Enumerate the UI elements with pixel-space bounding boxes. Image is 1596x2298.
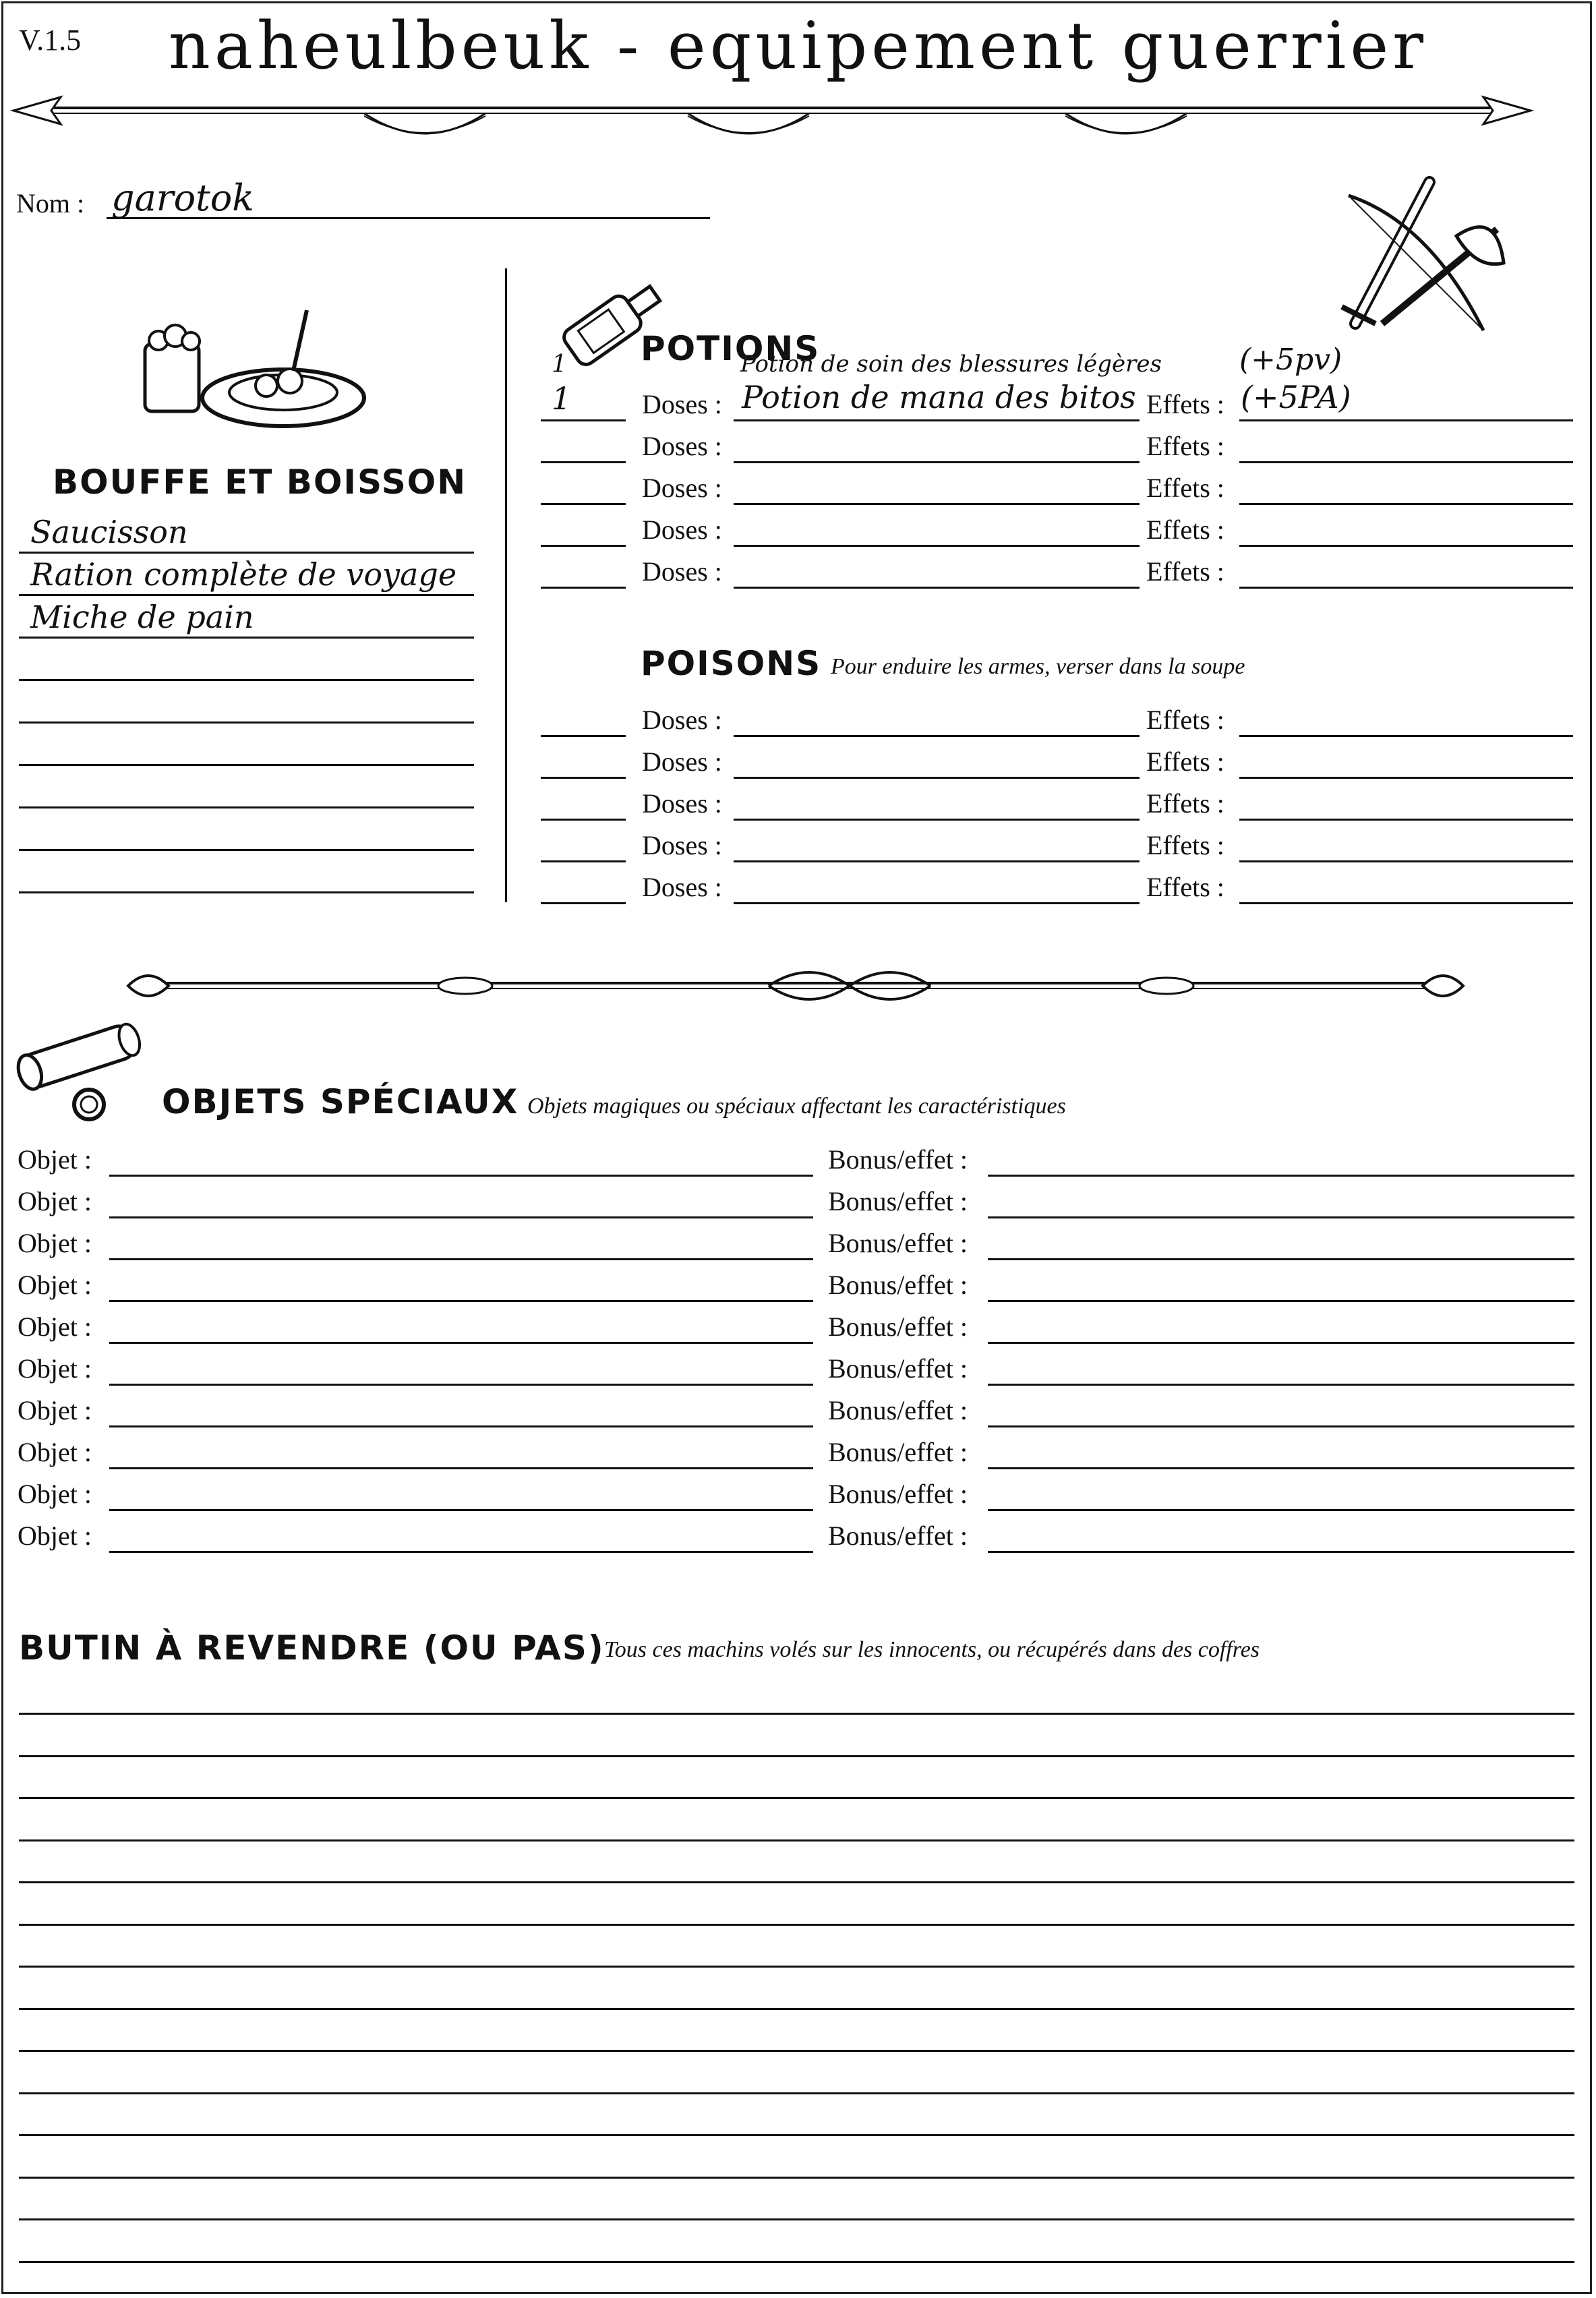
object-label: Objet : (18, 1353, 92, 1384)
object-label: Objet : (18, 1437, 92, 1467)
food-item[interactable]: Saucisson (30, 514, 188, 550)
potion-qty-line (541, 545, 626, 547)
loot-line[interactable] (19, 1713, 1574, 1715)
poison-name-line[interactable] (734, 777, 1140, 779)
potion-qty-line (541, 419, 626, 421)
poison-effect-line[interactable] (1239, 819, 1573, 821)
name-label: Nom : (16, 188, 85, 218)
object-line[interactable] (109, 1216, 813, 1218)
potion-qty[interactable]: 1 (552, 380, 572, 417)
loot-line[interactable] (19, 2008, 1574, 2010)
staff-divider-icon (128, 963, 1463, 1003)
object-line[interactable] (109, 1384, 813, 1386)
column-divider (505, 268, 507, 902)
poison-doses-label: Doses : (642, 830, 722, 860)
name-line (107, 217, 710, 219)
object-label: Objet : (18, 1144, 92, 1175)
potion-doses-label: Doses : (642, 473, 722, 503)
bonus-label: Bonus/effet : (828, 1312, 968, 1342)
food-heading: BOUFFE ET BOISSON (53, 463, 467, 502)
poison-qty-line (541, 819, 626, 821)
poison-qty-line (541, 902, 626, 904)
name-value[interactable]: garotok (111, 177, 255, 219)
loot-heading: BUTIN À REVENDRE (OU PAS) (19, 1628, 605, 1668)
potion-effect[interactable]: (+5pv) (1239, 343, 1342, 377)
object-line[interactable] (109, 1342, 813, 1344)
food-line (19, 764, 474, 766)
poison-name-line[interactable] (734, 860, 1140, 862)
food-line (19, 637, 474, 639)
poison-effect-line[interactable] (1239, 860, 1573, 862)
potion-name-line (734, 419, 1140, 421)
object-line[interactable] (109, 1509, 813, 1511)
poison-qty-line (541, 860, 626, 862)
food-icon (138, 303, 367, 432)
potion-name[interactable]: Potion de soin des blessures légères (740, 351, 1162, 378)
poisons-subtitle: Pour enduire les armes, verser dans la soupe (831, 654, 1245, 679)
special-objects-subtitle: Objets magiques ou spéciaux affectant les caractéristiques (527, 1094, 1066, 1119)
potion-qty-line (541, 587, 626, 589)
food-item[interactable]: Miche de pain (30, 599, 254, 635)
poison-name-line[interactable] (734, 735, 1140, 737)
bonus-line[interactable] (988, 1384, 1574, 1386)
object-label: Objet : (18, 1479, 92, 1509)
bonus-label: Bonus/effet : (828, 1144, 968, 1175)
potion-effects-label: Effets : (1146, 473, 1224, 503)
potion-effect[interactable]: (+5PA) (1241, 379, 1351, 415)
potion-effect-line (1239, 461, 1573, 463)
potion-effects-label: Effets : (1146, 431, 1224, 461)
potion-name-line (734, 503, 1140, 505)
potion-name-line (734, 461, 1140, 463)
poison-qty-line (541, 735, 626, 737)
page-title: naheulbeuk - equipement guerrier (168, 8, 1428, 84)
potion-doses-label: Doses : (642, 514, 722, 545)
object-line[interactable] (109, 1467, 813, 1469)
poison-doses-label: Doses : (642, 705, 722, 735)
bonus-label: Bonus/effet : (828, 1521, 968, 1551)
poison-name-line[interactable] (734, 819, 1140, 821)
food-line (19, 891, 474, 893)
loot-line[interactable] (19, 2218, 1574, 2220)
object-label: Objet : (18, 1312, 92, 1342)
poison-name-line[interactable] (734, 902, 1140, 904)
object-label: Objet : (18, 1228, 92, 1258)
bonus-line[interactable] (988, 1467, 1574, 1469)
loot-line[interactable] (19, 1966, 1574, 1968)
potion-qty-line (541, 503, 626, 505)
food-line (19, 679, 474, 681)
bonus-label: Bonus/effet : (828, 1353, 968, 1384)
object-line[interactable] (109, 1425, 813, 1427)
poison-effect-line[interactable] (1239, 777, 1573, 779)
loot-line[interactable] (19, 1839, 1574, 1842)
bonus-label: Bonus/effet : (828, 1437, 968, 1467)
bonus-label: Bonus/effet : (828, 1228, 968, 1258)
food-line (19, 806, 474, 808)
food-line (19, 594, 474, 596)
loot-line[interactable] (19, 2050, 1574, 2052)
loot-line[interactable] (19, 2134, 1574, 2136)
loot-line[interactable] (19, 1797, 1574, 1799)
potions-heading: POTIONS (641, 329, 821, 368)
potion-doses-label: Doses : (642, 556, 722, 587)
loot-line[interactable] (19, 2092, 1574, 2094)
object-label: Objet : (18, 1395, 92, 1425)
poison-doses-label: Doses : (642, 872, 722, 902)
bonus-line[interactable] (988, 1425, 1574, 1427)
loot-line[interactable] (19, 1881, 1574, 1883)
potion-name-line (734, 587, 1140, 589)
potion-doses-label: Doses : (642, 431, 722, 461)
object-label: Objet : (18, 1270, 92, 1300)
bonus-line[interactable] (988, 1300, 1574, 1302)
scroll-ring-icon (15, 1018, 156, 1126)
potion-effect-line (1239, 545, 1573, 547)
poison-doses-label: Doses : (642, 788, 722, 819)
loot-line[interactable] (19, 1755, 1574, 1757)
weapons-icon (1322, 155, 1524, 344)
bonus-label: Bonus/effet : (828, 1395, 968, 1425)
poison-effects-label: Effets : (1146, 788, 1224, 819)
object-line[interactable] (109, 1175, 813, 1177)
loot-subtitle: Tous ces machins volés sur les innocents, ou récupérés dans des coffres (604, 1637, 1260, 1662)
object-line[interactable] (109, 1551, 813, 1553)
bonus-line[interactable] (988, 1258, 1574, 1260)
bonus-line[interactable] (988, 1175, 1574, 1177)
poison-effects-label: Effets : (1146, 705, 1224, 735)
bonus-line[interactable] (988, 1216, 1574, 1218)
object-label: Objet : (18, 1186, 92, 1216)
poisons-heading: POISONS (641, 644, 822, 683)
poison-effects-label: Effets : (1146, 746, 1224, 777)
poison-qty-line (541, 777, 626, 779)
special-objects-heading: OBJETS SPÉCIAUX (162, 1082, 519, 1121)
food-item[interactable]: Ration complète de voyage (30, 556, 457, 593)
food-line (19, 849, 474, 851)
arrow-divider-icon (13, 88, 1531, 148)
loot-line[interactable] (19, 2261, 1574, 2263)
loot-line[interactable] (19, 1924, 1574, 1926)
potion-qty[interactable]: 1 (552, 351, 567, 378)
potion-effects-label: Effets : (1146, 556, 1224, 587)
bonus-label: Bonus/effet : (828, 1270, 968, 1300)
bonus-line[interactable] (988, 1342, 1574, 1344)
object-line[interactable] (109, 1300, 813, 1302)
potion-name-line (734, 545, 1140, 547)
poison-doses-label: Doses : (642, 746, 722, 777)
potion-effect-line (1239, 419, 1573, 421)
potion-doses-label: Doses : (642, 389, 722, 419)
poison-effects-label: Effets : (1146, 830, 1224, 860)
poison-effect-line[interactable] (1239, 902, 1573, 904)
potion-effects-label: Effets : (1146, 514, 1224, 545)
potion-effect-line (1239, 587, 1573, 589)
bonus-line[interactable] (988, 1509, 1574, 1511)
potion-name[interactable]: Potion de mana des bitos (742, 379, 1136, 415)
poison-effects-label: Effets : (1146, 872, 1224, 902)
potion-effects-label: Effets : (1146, 389, 1224, 419)
food-line (19, 721, 474, 724)
bonus-line[interactable] (988, 1551, 1574, 1553)
bonus-label: Bonus/effet : (828, 1479, 968, 1509)
loot-line[interactable] (19, 2177, 1574, 2179)
object-label: Objet : (18, 1521, 92, 1551)
object-line[interactable] (109, 1258, 813, 1260)
potion-qty-line (541, 461, 626, 463)
poison-effect-line[interactable] (1239, 735, 1573, 737)
bonus-label: Bonus/effet : (828, 1186, 968, 1216)
food-line (19, 552, 474, 554)
version-label: V.1.5 (19, 24, 82, 57)
potion-effect-line (1239, 503, 1573, 505)
